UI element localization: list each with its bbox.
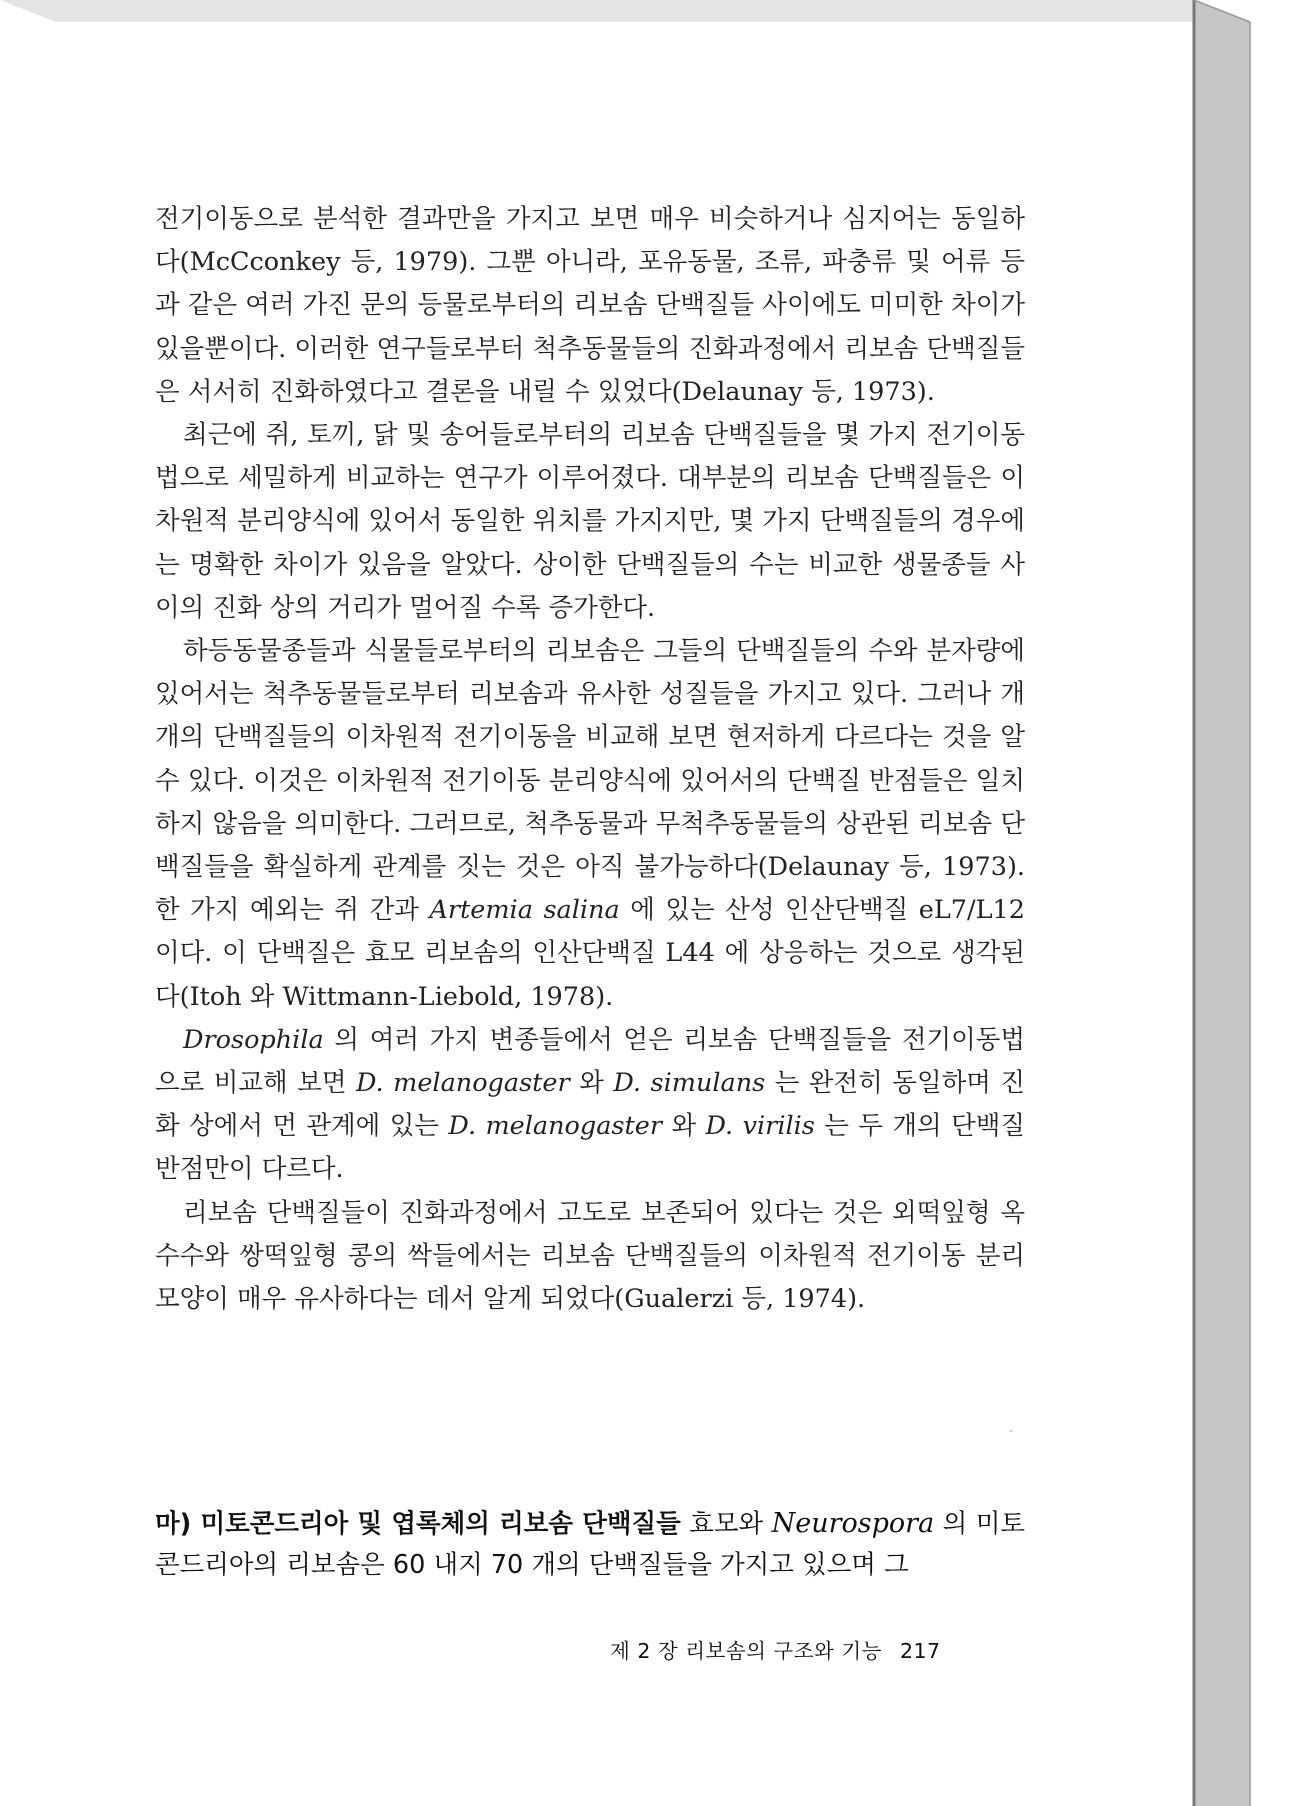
paragraph <box>155 1192 1025 1322</box>
book-side-edge <box>1194 0 1250 1806</box>
italic-term: Artemia salina <box>429 895 620 926</box>
text-run: 전기이동으로 분석한 결과만을 가지고 보면 매우 비슷하거나 심지어는 동일하다(McCconkey 등, 1979). 그뿐 아니라, 포유동물, 조류, 파충류 및 어류 등과 같은 여러 가진 문의 등물로부터의 리보솜 단백질들 사이에도 미미한 차이가 있을뿐이다. 이러한 연구들로부터 척추동물들의 진화과정에서 리보솜 단백질들은 서서히 진화하였다고 결론을 내릴 수 있었다(Delaunay 등, 1973). <box>155 204 1025 407</box>
italic-term: D. virilis <box>705 1111 815 1142</box>
paragraph <box>155 1019 1025 1192</box>
paragraph <box>155 630 1025 1019</box>
text-run: 에 있는 산성 인산단백질 eL7/L12 이다. 이 단백질은 효모 리보솜의 인산단백질 L44 에 상응하는 것으로 생각된다(Itoh 와 Wittmann-Liebold, 1978). <box>155 895 1025 1012</box>
section-heading: 마) 미토콘드리아 및 엽록체의 리보솜 단백질들 <box>155 1509 681 1539</box>
text-run: 는 두 개의 단백질 반점만이 다르다. <box>155 1111 1025 1185</box>
paragraph <box>155 198 1025 414</box>
italic-term: D. melanogaster <box>355 1068 570 1099</box>
paragraph <box>155 414 1025 630</box>
text-run: 의 미토콘드리아의 리보솜은 60 내지 70 개의 단백질들을 가지고 있으며 그 <box>155 1509 1025 1580</box>
running-footer <box>610 1634 941 1664</box>
page-number: 217 <box>899 1639 941 1663</box>
text-run: 효모와 <box>680 1509 772 1539</box>
page-speck <box>1010 1430 1012 1432</box>
text-run: 는 완전히 동일하며 진화 상에서 먼 관계에 있는 <box>155 1068 1025 1142</box>
italic-term: Neurospora <box>771 1508 935 1539</box>
text-run: 와 <box>569 1068 614 1099</box>
section-paragraph <box>155 1503 1025 1586</box>
text-run: 의 여러 가지 변종들에서 얻은 리보솜 단백질들을 전기이동법으로 비교해 보면 <box>155 1024 1025 1099</box>
text-run: 와 <box>662 1111 706 1142</box>
body-text <box>155 198 1025 1321</box>
text-run: 하등동물종들과 식물들로부터의 리보솜은 그들의 단백질들의 수와 분자량에 있어서는 척추동물들로부터 리보솜과 유사한 성질들을 가지고 있다. 그러나 개개의 단백질들의 이차원적 전기이동을 비교해 보면 현저하게 다르다는 것을 알 수 있다. 이것은 이차원적 전기이동 분리양식에 있어서의 단백질 반점들은 일치하지 않음을 의미한다. 그러므로, 척추동물과 무척추동물들의 상관된 리보솜 단백질들을 확실하게 관계를 짓는 것은 아직 불가능하다(Delaunay 등, 1973). 한 가지 예외는 쥐 간과 <box>155 636 1025 926</box>
italic-term: Drosophila <box>183 1024 324 1055</box>
italic-term: D. simulans <box>613 1068 766 1099</box>
text-run: 리보솜 단백질들이 진화과정에서 고도로 보존되어 있다는 것은 외떡잎형 옥수수와 쌍떡잎형 콩의 싹들에서는 리보솜 단백질들의 이차원적 전기이동 분리 모양이 매우 유사하다는 데서 알게 되었다(Gualerzi 등, 1974). <box>155 1197 1025 1315</box>
italic-term: D. melanogaster <box>448 1111 663 1142</box>
text-run: 최근에 쥐, 토끼, 닭 및 송어들로부터의 리보솜 단백질들을 몇 가지 전기이동법으로 세밀하게 비교하는 연구가 이루어졌다. 대부분의 리보솜 단백질들은 이차원적 분리양식에 있어서 동일한 위치를 가지지만, 몇 가지 단백질들의 경우에는 명확한 차이가 있음을 알았다. 상이한 단백질들의 수는 비교한 생물종들 사이의 진화 상의 거리가 멀어질 수록 증가한다. <box>155 420 1025 623</box>
chapter-title: 제 2 장 리보솜의 구조와 기능 <box>610 1639 882 1663</box>
